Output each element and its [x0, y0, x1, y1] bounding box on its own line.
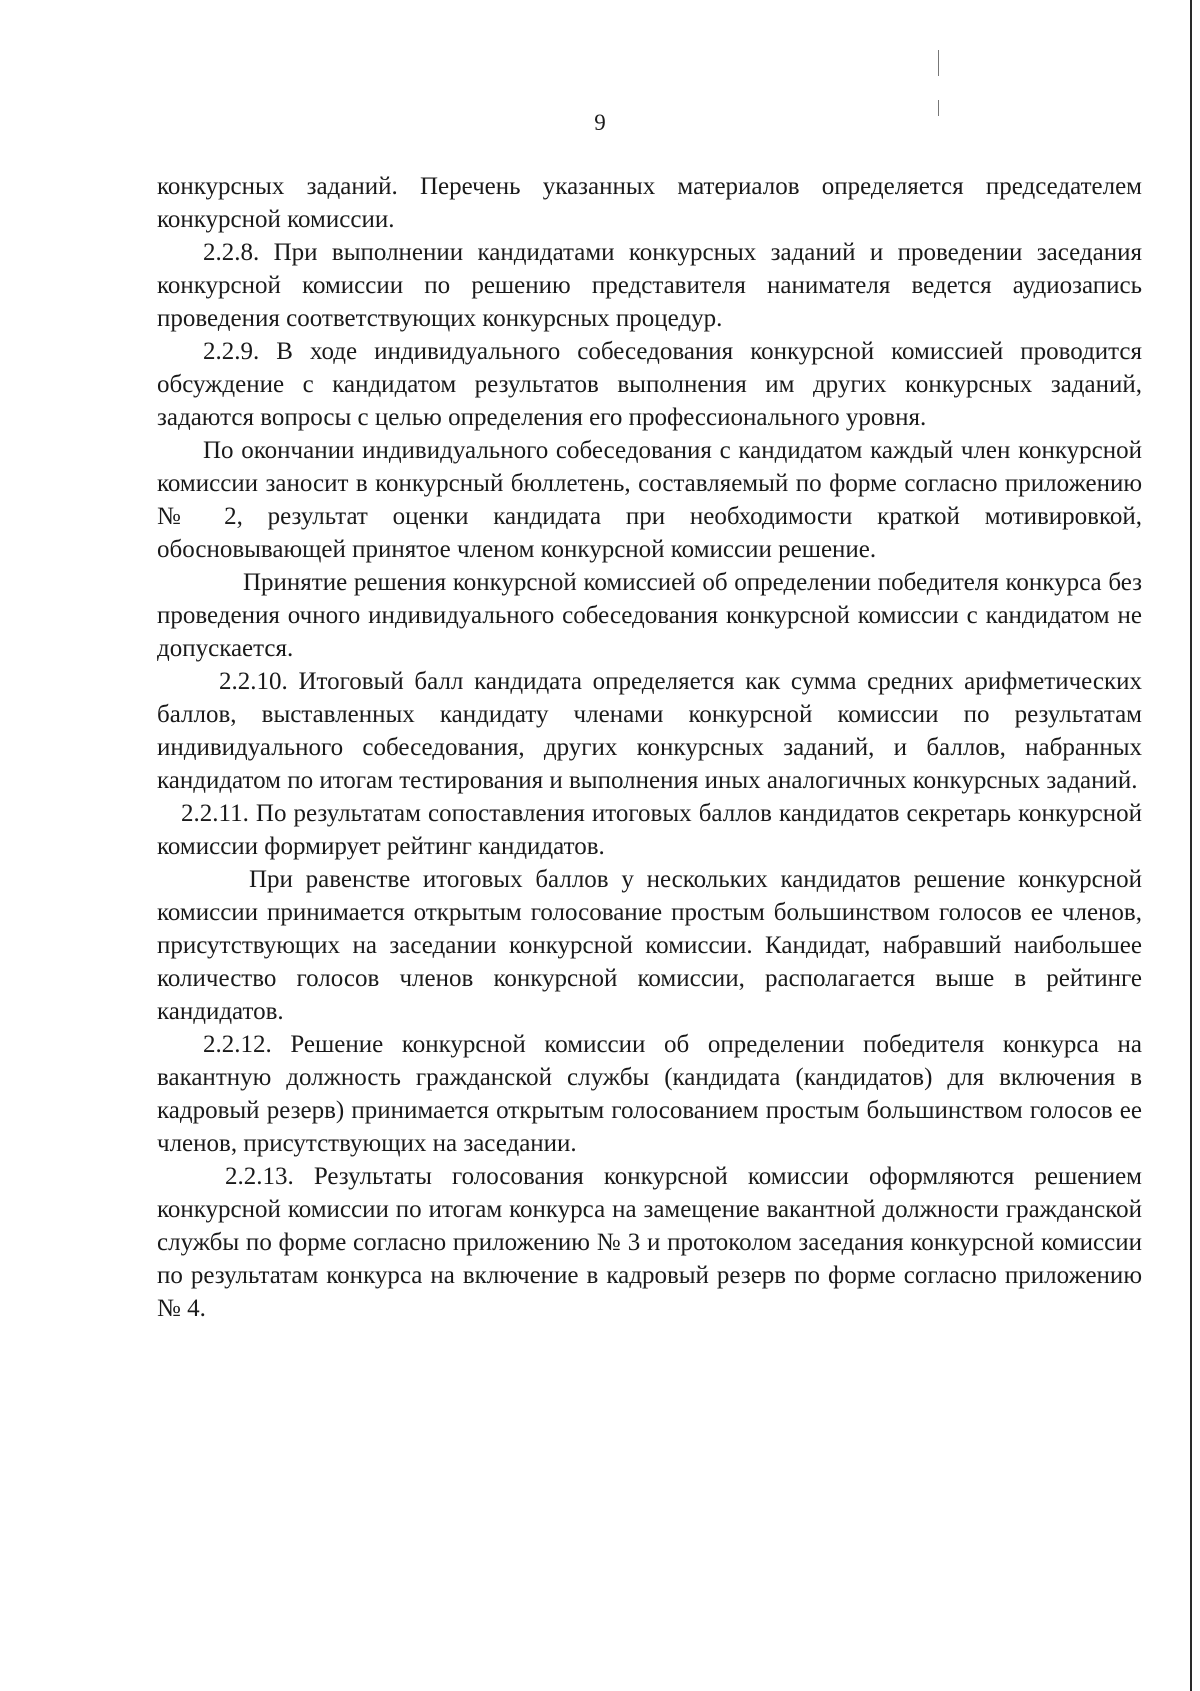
paragraph-2-2-9: 2.2.9. В ходе индивидуального собеседования конкурсной комиссией проводится обсуждение с кандидатом результатов выполнения им других конкурсных заданий, задаются вопросы с целью определения его профессионального уровня. — [157, 338, 1142, 431]
paragraph-continuation: конкурсных заданий. Перечень указанных материалов определяется председателем конкурсной комиссии. — [157, 173, 1142, 233]
paragraph-equal-scores: При равенстве итоговых баллов у нескольких кандидатов решение конкурсной комиссии принимается открытым голосование простым большинством голосов ее членов, присутствующих на заседании конкурсной комиссии. Кандидат, набравший наибольшее количество голосов членов конкурсной комиссии, располагается выше в рейтинге кандидатов. — [157, 866, 1142, 1025]
paragraph-2-2-13: 2.2.13. Результаты голосования конкурсной комиссии оформляются решением конкурсной комиссии по итогам конкурса на замещение вакантной должности гражданской службы по форме согласно приложению № 3 и протоколом заседания конкурсной комиссии по результатам конкурса на включение в кадровый резерв по форме согласно приложению № 4. — [157, 1163, 1142, 1322]
scan-right-edge-line — [1190, 0, 1192, 1691]
scan-artifact-mark — [938, 50, 939, 76]
paragraph-interview-ballot: По окончании индивидуального собеседования с кандидатом каждый член конкурсной комиссии заносит в конкурсный бюллетень, составляемый по форме согласно приложению № 2, результат оценки кандидата при необходимости краткой мотивировкой, обосновывающей принятое членом конкурсной комиссии решение. — [157, 437, 1142, 563]
paragraph-2-2-8: 2.2.8. При выполнении кандидатами конкурсных заданий и проведении заседания конкурсной комиссии по решению представителя нанимателя ведется аудиозапись проведения соответствующих конкурсных процедур. — [157, 239, 1142, 332]
paragraph-no-decision-without-interview: Принятие решения конкурсной комиссией об определении победителя конкурса без проведения очного индивидуального собеседования конкурсной комиссии с кандидатом не допускается. — [157, 569, 1142, 662]
paragraph-2-2-11: 2.2.11. По результатам сопоставления итоговых баллов кандидатов секретарь конкурсной комиссии формирует рейтинг кандидатов. — [157, 800, 1142, 860]
paragraph-2-2-12: 2.2.12. Решение конкурсной комиссии об определении победителя конкурса на вакантную должность гражданской службы (кандидата (кандидатов) для включения в кадровый резерв) принимается открытым голосованием простым большинством голосов ее членов, присутствующих на заседании. — [157, 1031, 1142, 1157]
document-body — [157, 170, 1142, 1325]
page-number: 9 — [594, 110, 606, 135]
paragraph-2-2-10: 2.2.10. Итоговый балл кандидата определяется как сумма средних арифметических баллов, выставленных кандидату членами конкурсной комиссии по результатам индивидуального собеседования, других конкурсных заданий, и баллов, набранных кандидатом по итогам тестирования и выполнения иных аналогичных конкурсных заданий. — [157, 668, 1142, 794]
